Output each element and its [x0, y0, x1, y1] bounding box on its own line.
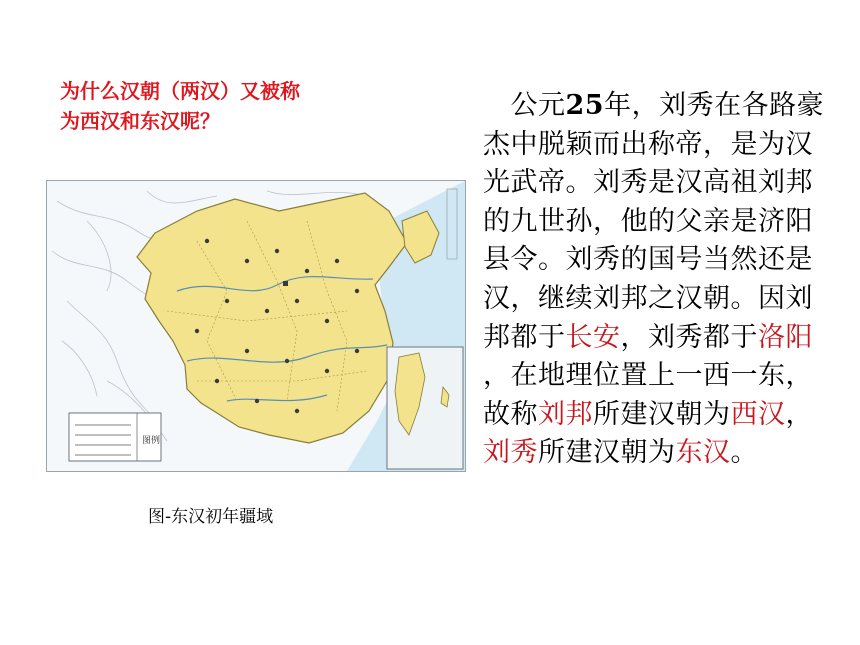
inset-map — [387, 347, 463, 469]
han-territory-map — [46, 180, 466, 472]
explanation-paragraph — [483, 87, 828, 473]
text-p2: 年，刘秀在各路豪杰中脱颖而出称帝，是为汉光武帝。刘秀是汉高祖刘邦的九世孙，他的父亲是济阳县令。刘秀的国号当然还是汉，继续刘邦之汉朝。因刘邦都于 — [483, 90, 825, 353]
text-p1: 公元 — [510, 90, 566, 121]
text-p5: 所建汉朝为 — [593, 398, 731, 430]
question-heading — [60, 76, 420, 136]
text-p4: ，在地理位置上一西一东，故称 — [483, 360, 813, 430]
name-liu-xiu: 刘秀 — [483, 437, 538, 469]
name-liu-bang: 刘邦 — [538, 398, 593, 430]
text-year: 25 — [565, 90, 605, 121]
text-p3: ，刘秀都于 — [620, 321, 758, 353]
text-p7: 所建汉朝为 — [538, 437, 676, 469]
legend-title: 图例 — [142, 436, 161, 446]
map-drawing — [47, 181, 465, 471]
question-line-1: 为什么汉朝（两汉）又被称 — [60, 79, 300, 103]
city-luoyang: 洛阳 — [758, 321, 813, 353]
text-p8: 。 — [730, 437, 758, 469]
eastern-han: 东汉 — [675, 437, 731, 469]
city-changan: 长安 — [565, 321, 621, 353]
question-line-2: 为西汉和东汉呢？ — [60, 109, 220, 133]
text-p6: ， — [785, 398, 813, 430]
han-territory — [137, 193, 407, 443]
map-caption: 图-东汉初年疆域 — [148, 507, 274, 527]
western-han: 西汉 — [730, 398, 786, 430]
map-legend — [69, 413, 161, 461]
